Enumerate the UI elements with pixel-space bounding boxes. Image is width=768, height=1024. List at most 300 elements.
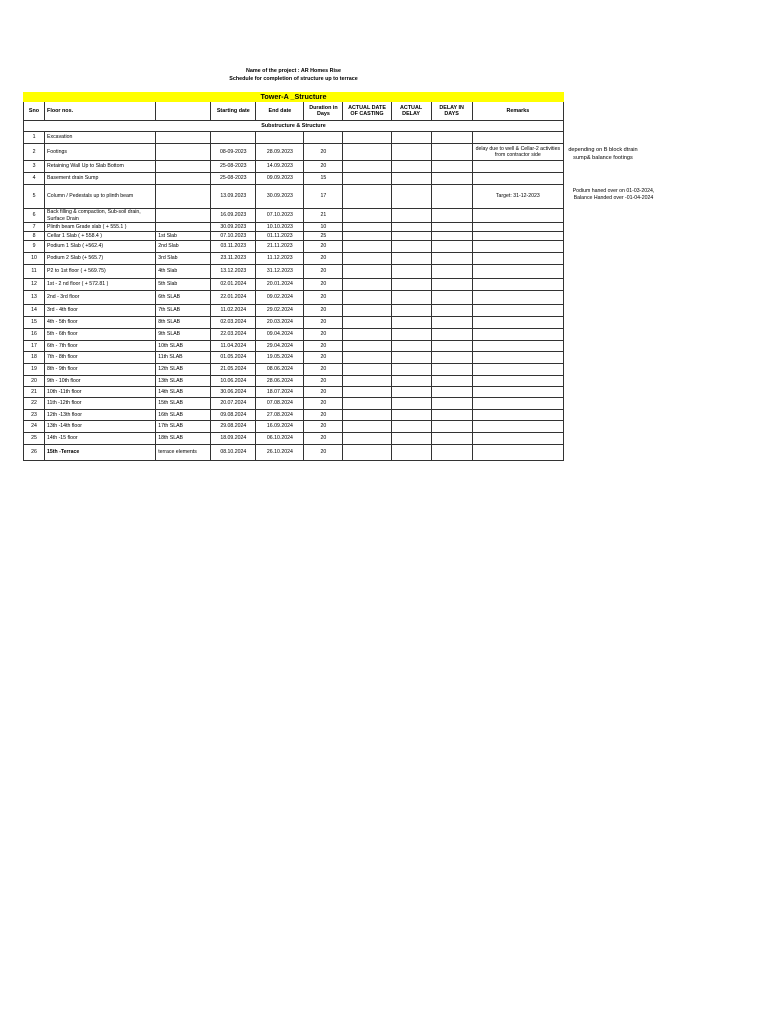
- cell-slab: 10th SLAB: [156, 341, 211, 352]
- cell-delay-days: [431, 132, 472, 144]
- cell-actual-date: [343, 223, 391, 232]
- cell-actual-delay: [391, 398, 431, 410]
- cell-duration: 20: [304, 161, 343, 173]
- cell-delay-days: [431, 305, 472, 317]
- cell-remarks: [472, 253, 563, 265]
- cell-floor: Footings: [45, 144, 156, 161]
- table-row: [24, 223, 564, 232]
- cell-floor: 3rd - 4th floor: [45, 305, 156, 317]
- cell-start-date: 25-08-2023: [211, 173, 256, 185]
- cell-end-date: 20.01.2024: [256, 279, 304, 291]
- cell-remarks: [472, 445, 563, 461]
- cell-actual-delay: [391, 421, 431, 433]
- cell-start-date: 02.03.2024: [211, 317, 256, 329]
- cell-actual-date: [343, 317, 391, 329]
- cell-end-date: 07.10.2023: [256, 209, 304, 223]
- col-duration-header: Duration in Days: [304, 102, 343, 121]
- col-floor-header: Floor nos.: [45, 102, 156, 121]
- cell-sno: 18: [24, 352, 45, 364]
- cell-actual-date: [343, 398, 391, 410]
- cell-actual-delay: [391, 433, 431, 445]
- cell-actual-date: [343, 144, 391, 161]
- cell-delay-days: [431, 398, 472, 410]
- cell-end-date: 28.09.2023: [256, 144, 304, 161]
- cell-start-date: 01.05.2024: [211, 352, 256, 364]
- cell-start-date: 20.07.2024: [211, 398, 256, 410]
- cell-remarks: [472, 132, 563, 144]
- cell-start-date: 03.11.2023: [211, 241, 256, 253]
- table-row: [24, 352, 564, 364]
- cell-delay-days: [431, 410, 472, 421]
- cell-duration: 21: [304, 209, 343, 223]
- cell-floor: 9th - 10th floor: [45, 376, 156, 387]
- cell-start-date: 07.10.2023: [211, 232, 256, 241]
- cell-delay-days: [431, 376, 472, 387]
- cell-slab: terrace elements: [156, 445, 211, 461]
- cell-sno: 23: [24, 410, 45, 421]
- cell-remarks: delay due to well & Cellar-2 activities from contractor side: [472, 144, 563, 161]
- cell-duration: 20: [304, 329, 343, 341]
- table-row: [24, 241, 564, 253]
- table-row: [24, 329, 564, 341]
- cell-end-date: 09.02.2024: [256, 291, 304, 305]
- cell-remarks: [472, 376, 563, 387]
- cell-duration: 20: [304, 376, 343, 387]
- cell-actual-delay: [391, 265, 431, 279]
- cell-slab: 6th SLAB: [156, 291, 211, 305]
- cell-slab: 15th SLAB: [156, 398, 211, 410]
- cell-actual-date: [343, 173, 391, 185]
- cell-actual-delay: [391, 253, 431, 265]
- col-end-header: End date: [256, 102, 304, 121]
- cell-remarks: [472, 341, 563, 352]
- cell-slab: 12th SLAB: [156, 364, 211, 376]
- table-row: [24, 421, 564, 433]
- cell-delay-days: [431, 291, 472, 305]
- cell-delay-days: [431, 421, 472, 433]
- col-start-header: Starting date: [211, 102, 256, 121]
- cell-start-date: 16.09.2023: [211, 209, 256, 223]
- cell-actual-delay: [391, 291, 431, 305]
- cell-start-date: 08.10.2024: [211, 445, 256, 461]
- cell-delay-days: [431, 232, 472, 241]
- table-row: [24, 341, 564, 352]
- cell-sno: 9: [24, 241, 45, 253]
- cell-floor: 15th -Terrace: [45, 445, 156, 461]
- cell-remarks: Target: 31-12-2023: [472, 185, 563, 209]
- cell-actual-date: [343, 445, 391, 461]
- schedule-table: [23, 92, 564, 461]
- tower-banner-row: [24, 93, 564, 102]
- cell-end-date: 29.02.2024: [256, 305, 304, 317]
- cell-slab: [156, 132, 211, 144]
- cell-slab: 2nd Slab: [156, 241, 211, 253]
- cell-end-date: 01.11.2023: [256, 232, 304, 241]
- cell-duration: 20: [304, 305, 343, 317]
- cell-remarks: [472, 265, 563, 279]
- cell-duration: 20: [304, 421, 343, 433]
- cell-delay-days: [431, 352, 472, 364]
- cell-duration: 20: [304, 241, 343, 253]
- cell-delay-days: [431, 144, 472, 161]
- table-row: [24, 398, 564, 410]
- cell-remarks: [472, 241, 563, 253]
- cell-actual-delay: [391, 445, 431, 461]
- cell-sno: 5: [24, 185, 45, 209]
- cell-actual-delay: [391, 364, 431, 376]
- cell-floor: Podium 2 Slab (+ 565.7): [45, 253, 156, 265]
- cell-sno: 13: [24, 291, 45, 305]
- cell-end-date: 31.12.2023: [256, 265, 304, 279]
- col-remarks-header: Remarks: [472, 102, 563, 121]
- cell-end-date: 14.09.2023: [256, 161, 304, 173]
- cell-sno: 17: [24, 341, 45, 352]
- cell-duration: 15: [304, 173, 343, 185]
- cell-slab: 11th SLAB: [156, 352, 211, 364]
- cell-actual-date: [343, 209, 391, 223]
- cell-duration: 20: [304, 387, 343, 398]
- cell-duration: 20: [304, 253, 343, 265]
- cell-duration: 20: [304, 144, 343, 161]
- cell-delay-days: [431, 173, 472, 185]
- cell-end-date: [256, 132, 304, 144]
- cell-delay-days: [431, 241, 472, 253]
- cell-sno: 12: [24, 279, 45, 291]
- cell-delay-days: [431, 317, 472, 329]
- cell-sno: 24: [24, 421, 45, 433]
- cell-actual-delay: [391, 185, 431, 209]
- cell-actual-date: [343, 232, 391, 241]
- cell-actual-date: [343, 305, 391, 317]
- cell-sno: 4: [24, 173, 45, 185]
- cell-floor: 2nd - 3rd floor: [45, 291, 156, 305]
- cell-end-date: 18.07.2024: [256, 387, 304, 398]
- cell-end-date: 16.09.2024: [256, 421, 304, 433]
- cell-actual-date: [343, 265, 391, 279]
- cell-remarks: [472, 410, 563, 421]
- cell-duration: 20: [304, 317, 343, 329]
- cell-floor: Column / Pedestals up to plinth beam: [45, 185, 156, 209]
- cell-end-date: 28.06.2024: [256, 376, 304, 387]
- cell-actual-delay: [391, 410, 431, 421]
- table-row: [24, 376, 564, 387]
- cell-start-date: 29.08.2024: [211, 421, 256, 433]
- cell-start-date: 22.03.2024: [211, 329, 256, 341]
- cell-actual-delay: [391, 241, 431, 253]
- cell-remarks: [472, 291, 563, 305]
- cell-remarks: [472, 305, 563, 317]
- cell-actual-date: [343, 433, 391, 445]
- cell-actual-delay: [391, 387, 431, 398]
- cell-actual-date: [343, 185, 391, 209]
- table-row: [24, 291, 564, 305]
- cell-remarks: [472, 433, 563, 445]
- cell-sno: 2: [24, 144, 45, 161]
- cell-end-date: 21.11.2023: [256, 241, 304, 253]
- cell-actual-date: [343, 341, 391, 352]
- cell-sno: 25: [24, 433, 45, 445]
- cell-floor: 5th - 6th floor: [45, 329, 156, 341]
- cell-sno: 19: [24, 364, 45, 376]
- cell-duration: 25: [304, 232, 343, 241]
- table-row: [24, 265, 564, 279]
- cell-duration: 20: [304, 279, 343, 291]
- cell-floor: Podium 1 Slab ( +562.4): [45, 241, 156, 253]
- cell-duration: 20: [304, 410, 343, 421]
- table-row: [24, 185, 564, 209]
- cell-delay-days: [431, 387, 472, 398]
- cell-floor: Plinth beam Grade slab ( + 555.1 ): [45, 223, 156, 232]
- cell-slab: [156, 144, 211, 161]
- cell-sno: 10: [24, 253, 45, 265]
- cell-floor: 7th - 8th floor: [45, 352, 156, 364]
- cell-end-date: 26.10.2024: [256, 445, 304, 461]
- cell-actual-delay: [391, 352, 431, 364]
- cell-duration: 10: [304, 223, 343, 232]
- table-row: [24, 445, 564, 461]
- cell-end-date: 06.10.2024: [256, 433, 304, 445]
- cell-duration: [304, 132, 343, 144]
- cell-start-date: 30.09.2023: [211, 223, 256, 232]
- cell-slab: [156, 173, 211, 185]
- cell-actual-delay: [391, 132, 431, 144]
- cell-start-date: 23.11.2023: [211, 253, 256, 265]
- cell-delay-days: [431, 161, 472, 173]
- cell-start-date: 18.09.2024: [211, 433, 256, 445]
- cell-floor: 8th - 9th floor: [45, 364, 156, 376]
- cell-floor: Back filling & compaction, Sub-soil drain, Surface Drain: [45, 209, 156, 223]
- col-sno-header: Sno: [24, 102, 45, 121]
- cell-remarks: [472, 387, 563, 398]
- cell-slab: 3rd Slab: [156, 253, 211, 265]
- cell-actual-date: [343, 241, 391, 253]
- cell-end-date: 08.06.2024: [256, 364, 304, 376]
- cell-end-date: 11.12.2023: [256, 253, 304, 265]
- cell-start-date: 11.04.2024: [211, 341, 256, 352]
- cell-actual-delay: [391, 341, 431, 352]
- cell-actual-date: [343, 329, 391, 341]
- cell-slab: 18th SLAB: [156, 433, 211, 445]
- cell-end-date: 10.10.2023: [256, 223, 304, 232]
- table-row: [24, 209, 564, 223]
- cell-sno: 6: [24, 209, 45, 223]
- schedule-subtitle: Schedule for completion of structure up to terrace: [229, 76, 358, 82]
- cell-slab: [156, 161, 211, 173]
- cell-actual-delay: [391, 317, 431, 329]
- table-row: [24, 364, 564, 376]
- cell-floor: 6th - 7th floor: [45, 341, 156, 352]
- cell-duration: 20: [304, 398, 343, 410]
- cell-start-date: 22.01.2024: [211, 291, 256, 305]
- cell-actual-delay: [391, 232, 431, 241]
- cell-start-date: 13.12.2023: [211, 265, 256, 279]
- cell-actual-date: [343, 421, 391, 433]
- cell-sno: 15: [24, 317, 45, 329]
- cell-remarks: [472, 329, 563, 341]
- cell-duration: 17: [304, 185, 343, 209]
- cell-start-date: 21.05.2024: [211, 364, 256, 376]
- cell-end-date: 07.08.2024: [256, 398, 304, 410]
- cell-remarks: [472, 352, 563, 364]
- project-name-title: Name of the project : AR Homes Rise: [245, 68, 342, 74]
- cell-sno: 22: [24, 398, 45, 410]
- table-row: [24, 433, 564, 445]
- cell-sno: 26: [24, 445, 45, 461]
- cell-actual-date: [343, 291, 391, 305]
- cell-actual-date: [343, 161, 391, 173]
- cell-slab: 16th SLAB: [156, 410, 211, 421]
- cell-delay-days: [431, 445, 472, 461]
- cell-floor: 13th -14th floor: [45, 421, 156, 433]
- cell-delay-days: [431, 341, 472, 352]
- cell-actual-date: [343, 279, 391, 291]
- cell-duration: 20: [304, 433, 343, 445]
- cell-start-date: 13.09.2023: [211, 185, 256, 209]
- cell-start-date: 08-09-2023: [211, 144, 256, 161]
- cell-end-date: 19.05.2024: [256, 352, 304, 364]
- cell-start-date: 02.01.2024: [211, 279, 256, 291]
- cell-floor: 10th -11th floor: [45, 387, 156, 398]
- cell-remarks: [472, 223, 563, 232]
- cell-end-date: 09.04.2024: [256, 329, 304, 341]
- cell-duration: 20: [304, 364, 343, 376]
- table-row: [24, 253, 564, 265]
- cell-slab: [156, 209, 211, 223]
- cell-delay-days: [431, 433, 472, 445]
- cell-slab: 8th SLAB: [156, 317, 211, 329]
- table-row: [24, 132, 564, 144]
- cell-sno: 16: [24, 329, 45, 341]
- table-row: [24, 410, 564, 421]
- cell-slab: 13th SLAB: [156, 376, 211, 387]
- cell-duration: 20: [304, 352, 343, 364]
- cell-actual-delay: [391, 376, 431, 387]
- cell-slab: 4th Slab: [156, 265, 211, 279]
- tower-banner: Tower-A _Structure: [24, 93, 564, 102]
- cell-delay-days: [431, 223, 472, 232]
- cell-delay-days: [431, 265, 472, 279]
- cell-delay-days: [431, 279, 472, 291]
- table-row: [24, 387, 564, 398]
- cell-slab: 14th SLAB: [156, 387, 211, 398]
- cell-start-date: 25-08-2023: [211, 161, 256, 173]
- cell-duration: 20: [304, 445, 343, 461]
- cell-start-date: 11.02.2024: [211, 305, 256, 317]
- cell-floor: Basement drain Sump: [45, 173, 156, 185]
- cell-end-date: 09.09.2023: [256, 173, 304, 185]
- cell-sno: 3: [24, 161, 45, 173]
- cell-sno: 11: [24, 265, 45, 279]
- cell-end-date: 29.04.2024: [256, 341, 304, 352]
- table-row: [24, 305, 564, 317]
- cell-slab: [156, 223, 211, 232]
- cell-floor: 14th -15 floor: [45, 433, 156, 445]
- cell-floor: Excavation: [45, 132, 156, 144]
- cell-delay-days: [431, 364, 472, 376]
- side-note-footings: depending on B block dtrain sump& balance footings: [568, 147, 638, 161]
- cell-duration: 20: [304, 265, 343, 279]
- col-delay-days-header: DELAY IN DAYS: [431, 102, 472, 121]
- cell-start-date: 30.06.2024: [211, 387, 256, 398]
- cell-delay-days: [431, 253, 472, 265]
- header-row: [24, 102, 564, 121]
- cell-start-date: 09.08.2024: [211, 410, 256, 421]
- cell-actual-delay: [391, 223, 431, 232]
- cell-actual-date: [343, 410, 391, 421]
- cell-sno: 21: [24, 387, 45, 398]
- cell-actual-date: [343, 352, 391, 364]
- cell-floor: 4th - 5th floor: [45, 317, 156, 329]
- cell-floor: 1st - 2 nd floor ( + 572.81 ): [45, 279, 156, 291]
- cell-remarks: [472, 317, 563, 329]
- cell-end-date: 20.03.2024: [256, 317, 304, 329]
- cell-slab: 5th Slab: [156, 279, 211, 291]
- cell-floor: 12th -13th floor: [45, 410, 156, 421]
- section-row: [24, 121, 564, 132]
- cell-slab: 1st Slab: [156, 232, 211, 241]
- cell-floor: P2 to 1st floor ( + 569.75): [45, 265, 156, 279]
- cell-start-date: 10.06.2024: [211, 376, 256, 387]
- table-row: [24, 161, 564, 173]
- cell-actual-delay: [391, 209, 431, 223]
- cell-actual-delay: [391, 173, 431, 185]
- cell-slab: 17th SLAB: [156, 421, 211, 433]
- cell-sno: 8: [24, 232, 45, 241]
- side-note-podium-handover: Podium haned over on 01-03-2024, Balance Handed over -01-04-2024: [572, 188, 655, 201]
- cell-actual-date: [343, 387, 391, 398]
- cell-remarks: [472, 173, 563, 185]
- cell-remarks: [472, 421, 563, 433]
- cell-sno: 20: [24, 376, 45, 387]
- cell-duration: 20: [304, 341, 343, 352]
- cell-actual-delay: [391, 305, 431, 317]
- cell-remarks: [472, 279, 563, 291]
- table-row: [24, 279, 564, 291]
- cell-remarks: [472, 232, 563, 241]
- cell-sno: 7: [24, 223, 45, 232]
- cell-slab: [156, 185, 211, 209]
- cell-actual-date: [343, 253, 391, 265]
- cell-actual-delay: [391, 329, 431, 341]
- cell-remarks: [472, 161, 563, 173]
- section-title: Substructure & Structure: [24, 121, 564, 132]
- cell-floor: Cellar 1 Slab ( + 558.4 ): [45, 232, 156, 241]
- cell-remarks: [472, 398, 563, 410]
- cell-start-date: [211, 132, 256, 144]
- cell-actual-delay: [391, 279, 431, 291]
- table-row: [24, 144, 564, 161]
- cell-actual-date: [343, 132, 391, 144]
- col-actual-delay-header: ACTUAL DELAY: [391, 102, 431, 121]
- cell-slab: 9th SLAB: [156, 329, 211, 341]
- cell-actual-date: [343, 376, 391, 387]
- cell-floor: 11th -12th floor: [45, 398, 156, 410]
- table-row: [24, 232, 564, 241]
- cell-floor: Retaining Wall Up to Slab Bottom: [45, 161, 156, 173]
- cell-delay-days: [431, 185, 472, 209]
- cell-remarks: [472, 209, 563, 223]
- cell-slab: 7th SLAB: [156, 305, 211, 317]
- col-actual-date-header: ACTUAL DATE OF CASTING: [343, 102, 391, 121]
- cell-actual-delay: [391, 144, 431, 161]
- cell-sno: 14: [24, 305, 45, 317]
- cell-end-date: 30.09.2023: [256, 185, 304, 209]
- cell-end-date: 27.08.2024: [256, 410, 304, 421]
- col-slab-header: [156, 102, 211, 121]
- cell-actual-date: [343, 364, 391, 376]
- cell-actual-delay: [391, 161, 431, 173]
- cell-duration: 20: [304, 291, 343, 305]
